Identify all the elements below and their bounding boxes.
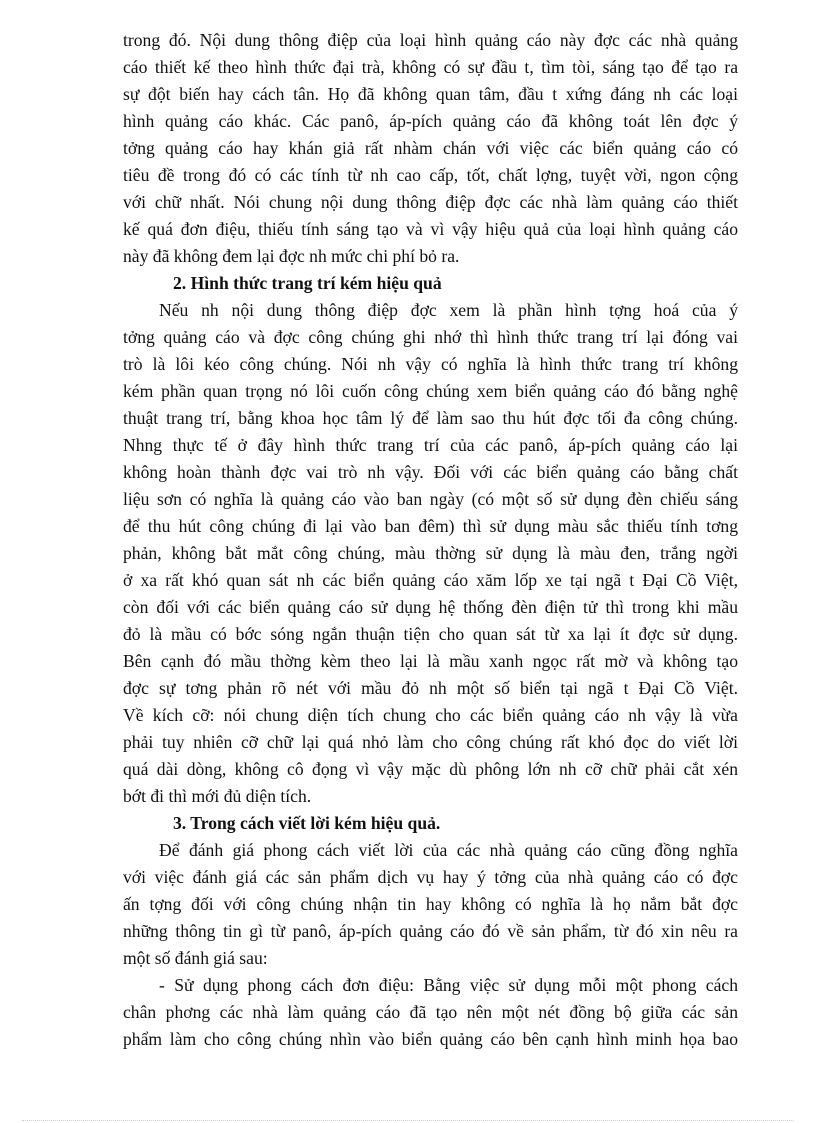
text-line: không hoàn thành đợc vai trò nh vậy. Đối với các biển quảng cáo bằng chất	[123, 462, 738, 482]
text-line: kế quá đơn điệu, thiếu tính sáng tạo và vì vậy hiệu quả của loại hình quảng cáo	[123, 219, 738, 239]
text-line: ở xa rất khó quan sát nh các biển quảng cáo xăm lốp xe tại ngã t Đại Cồ Việt,	[123, 570, 738, 590]
text-line: thuật trang trí, bằng khoa học tâm lý để làm sao thu hút đợc tối đa công chúng.	[123, 408, 738, 428]
text-line: Nếu nh nội dung thông điệp đợc xem là phần hình tợng hoá của ý	[159, 300, 738, 320]
text-line: những thông tin gì từ panô, áp-pích quảng cáo đó về sản phẩm, từ đó xin nêu ra	[123, 921, 738, 941]
text-line: cáo thiết kế theo hình thức đại trà, không có sự đầu t, tìm tòi, sáng tạo để tạo ra	[123, 57, 738, 77]
section-heading-2: 2. Hình thức trang trí kém hiệu quả	[173, 273, 442, 293]
text-line: liệu sơn có nghĩa là quảng cáo vào ban ngày (có một số sử dụng đèn chiếu sáng	[123, 489, 738, 509]
text-line: - Sử dụng phong cách đơn điệu: Bằng việc sử dụng mỗi một phong cách	[159, 975, 738, 995]
text-line: ấn tợng đối với công chúng nhận tin hay không có nghĩa là họ nắm bắt đợc	[123, 894, 738, 914]
text-line: bớt đi thì mới đủ diện tích.	[123, 786, 312, 806]
text-line: trong đó. Nội dung thông điệp của loại hình quảng cáo này đợc các nhà quảng	[123, 30, 738, 50]
paragraph-writing-style	[123, 837, 738, 972]
section-heading-3: 3. Trong cách viết lời kém hiệu quả.	[173, 813, 441, 833]
text-line: phải tuy nhiên cỡ chữ lại quá nhỏ làm cho công chúng rất khó đọc do viết lời	[123, 732, 738, 752]
text-line: để thu hút công chúng đi lại vào ban đêm) thì sử dụng màu sắc thiếu tính tơng	[123, 516, 738, 536]
text-line: Nhng thực tế ở đây hình thức trang trí của các panô, áp-pích quảng cáo lại	[123, 435, 738, 455]
text-line: một số đánh giá sau:	[123, 948, 268, 968]
text-line: trò là lôi kéo công chúng. Nói nh vậy có nghĩa là hình thức trang trí không	[123, 354, 738, 374]
text-line: phẩm làm cho công chúng nhìn vào biển quảng cáo bên cạnh hình minh họa bao	[123, 1029, 738, 1049]
document-page	[123, 27, 738, 1053]
text-line: Bên cạnh đó mầu thờng kèm theo lại là mầu xanh ngọc rất mờ và không tạo	[123, 651, 738, 671]
text-line: tởng quảng cáo và đợc công chúng ghi nhớ thì hình thức trang trí lại đóng vai	[123, 327, 738, 347]
paragraph-content-message	[123, 27, 738, 270]
text-line: tởng quảng cáo hay khán giả rất nhàm chán với việc các biển quảng cáo có	[123, 138, 738, 158]
text-line: với chữ nhất. Nói chung nội dung thông điệp đợc các nhà làm quảng cáo thiết	[123, 192, 738, 212]
page-bottom-divider	[22, 1120, 794, 1121]
text-line: kém phần quan trọng nó lôi cuốn công chúng xem biển quảng cáo đó bằng nghệ	[123, 381, 738, 401]
paragraph-monotone-style	[123, 972, 738, 1053]
text-line: chân phơng các nhà làm quảng cáo đã tạo nên một nét đồng bộ giữa các sản	[123, 1002, 738, 1022]
text-line: phản, không bắt mắt công chúng, màu thờng sử dụng là màu đen, trắng ngời	[123, 543, 738, 563]
text-line: tiêu đề trong đó có các tính từ nh cao cấp, tốt, chất lợng, tuyệt vời, ngon cộng	[123, 165, 738, 185]
text-line: Về kích cỡ: nói chung diện tích chung cho các biển quảng cáo nh vậy là vừa	[123, 705, 738, 725]
text-line: đợc sự tơng phản rõ nét với mầu đỏ nh một số biển tại ngã t Đại Cồ Việt.	[123, 678, 738, 698]
text-line: này đã không đem lại đợc nh mức chi phí bỏ ra.	[123, 246, 460, 266]
paragraph-decoration	[123, 297, 738, 810]
text-line: sự đột biến hay cách tân. Họ đã không quan tâm, đầu t xứng đáng nh các loại	[123, 84, 738, 104]
text-line: còn đối với các biển quảng cáo sử dụng hệ thống đèn điện tử thì trong khi mầu	[123, 597, 738, 617]
text-line: đỏ là mầu có bớc sóng ngắn thuận tiện cho quan sát từ xa lại ít đợc sử dụng.	[123, 624, 738, 644]
text-line: quá dài dòng, không cô đọng vì vậy mặc dù phông lớn nh cỡ chữ phải cắt xén	[123, 759, 738, 779]
text-line: với việc đánh giá các sản phẩm dịch vụ hay ý tởng của nhà quảng cáo có đợc	[123, 867, 738, 887]
text-line: hình quảng cáo khác. Các panô, áp-pích quảng cáo đã không toát lên đợc ý	[123, 111, 738, 131]
text-line: Để đánh giá phong cách viết lời của các nhà quảng cáo cũng đồng nghĩa	[159, 840, 738, 860]
